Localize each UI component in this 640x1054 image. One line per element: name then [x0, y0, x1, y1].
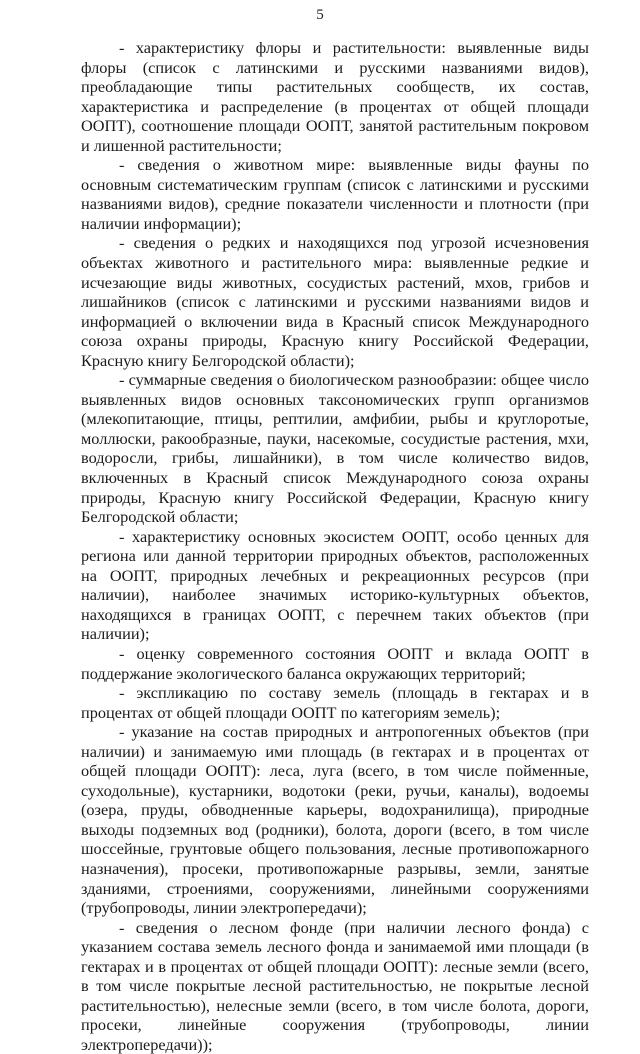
paragraph-natural-objects: - указание на состав природных и антропогенных объектов (при наличии) и занимаемую ими площадь (в гектарах и в процентах от общей площади ООПТ): леса, луга (всего, в том числе пойменные, суходольные), кустарники, водотоки (реки, ручьи, каналы), водоемы (озера, пруды, обводненные карьеры, водохранилища), природные выходы подземных вод (родники), болота, дороги (всего, в том числе шоссейные, грунтовые общего пользования, лесные противопожарного назначения), просеки, противопожарные разрывы, земли, занятые зданиями, строениями, сооружениями, линейными сооружениями (трубопроводы, линии электропередачи); — [81, 722, 589, 918]
paragraph-rare-species: - сведения о редких и находящихся под угрозой исчезновения объектах животного и растительного мира: выявленные редкие и исчезающие виды животных, сосудистых растений, мхов, грибов и лишайников (список с латинскими и русскими названиями видов и информацией о включении вида в Красный список Международного союза охраны природы, Красную книгу Российской Федерации, Красную книгу Белгородской области); — [81, 233, 589, 370]
paragraph-flora: - характеристику флоры и растительности: выявленные виды флоры (список с латинскими и русскими названиями видов), преобладающие типы растительных сообществ, их состав, характеристика и распределение (в процентах от общей площади ООПТ), соотношение площади ООПТ, занятой растительным покровом и лишенной растительности; — [81, 38, 589, 155]
paragraph-land-explication: - экспликацию по составу земель (площадь в гектарах и в процентах от общей площади ООПТ по категориям земель); — [81, 683, 589, 722]
page-number: 5 — [316, 7, 324, 23]
document-body — [81, 38, 589, 1054]
paragraph-forest-fund: - сведения о лесном фонде (при наличии лесного фонда) с указанием состава земель лесного фонда и занимаемой ими площади (в гектарах и в процентах от общей площади ООПТ): лесные земли (всего, в том числе покрытые лесной растительностью, не покрытые лесной растительностью), нелесные земли (всего, в том числе болота, дороги, просеки, линейные сооружения (трубопроводы, линии электропередачи)); — [81, 917, 589, 1054]
paragraph-biodiversity-summary: - суммарные сведения о биологическом разнообразии: общее число выявленных видов основных таксономических групп организмов (млекопитающие, птицы, рептилии, амфибии, рыбы и круглоротые, моллюски, ракообразные, пауки, насекомые, сосудистые растения, мхи, водоросли, грибы, лишайники), в том числе количество видов, включенных в Красный список Международного союза охраны природы, Красную книгу Российской Федерации, Красную книгу Белгородской области; — [81, 370, 589, 527]
paragraph-fauna: - сведения о животном мире: выявленные виды фауны по основным систематическим группам (список с латинскими и русскими названиями видов), средние показатели численности и плотности (при наличии информации); — [81, 155, 589, 233]
paragraph-condition-assessment: - оценку современного состояния ООПТ и вклада ООПТ в поддержание экологического баланса окружающих территорий; — [81, 643, 589, 683]
paragraph-ecosystems: - характеристику основных экосистем ООПТ, особо ценных для региона или данной территории природных объектов, расположенных на ООПТ, природных лечебных и рекреационных ресурсов (при наличии), наиболее значимых историко-культурных объектов, находящихся в границах ООПТ, с перечнем таких объектов (при наличии); — [81, 526, 589, 644]
